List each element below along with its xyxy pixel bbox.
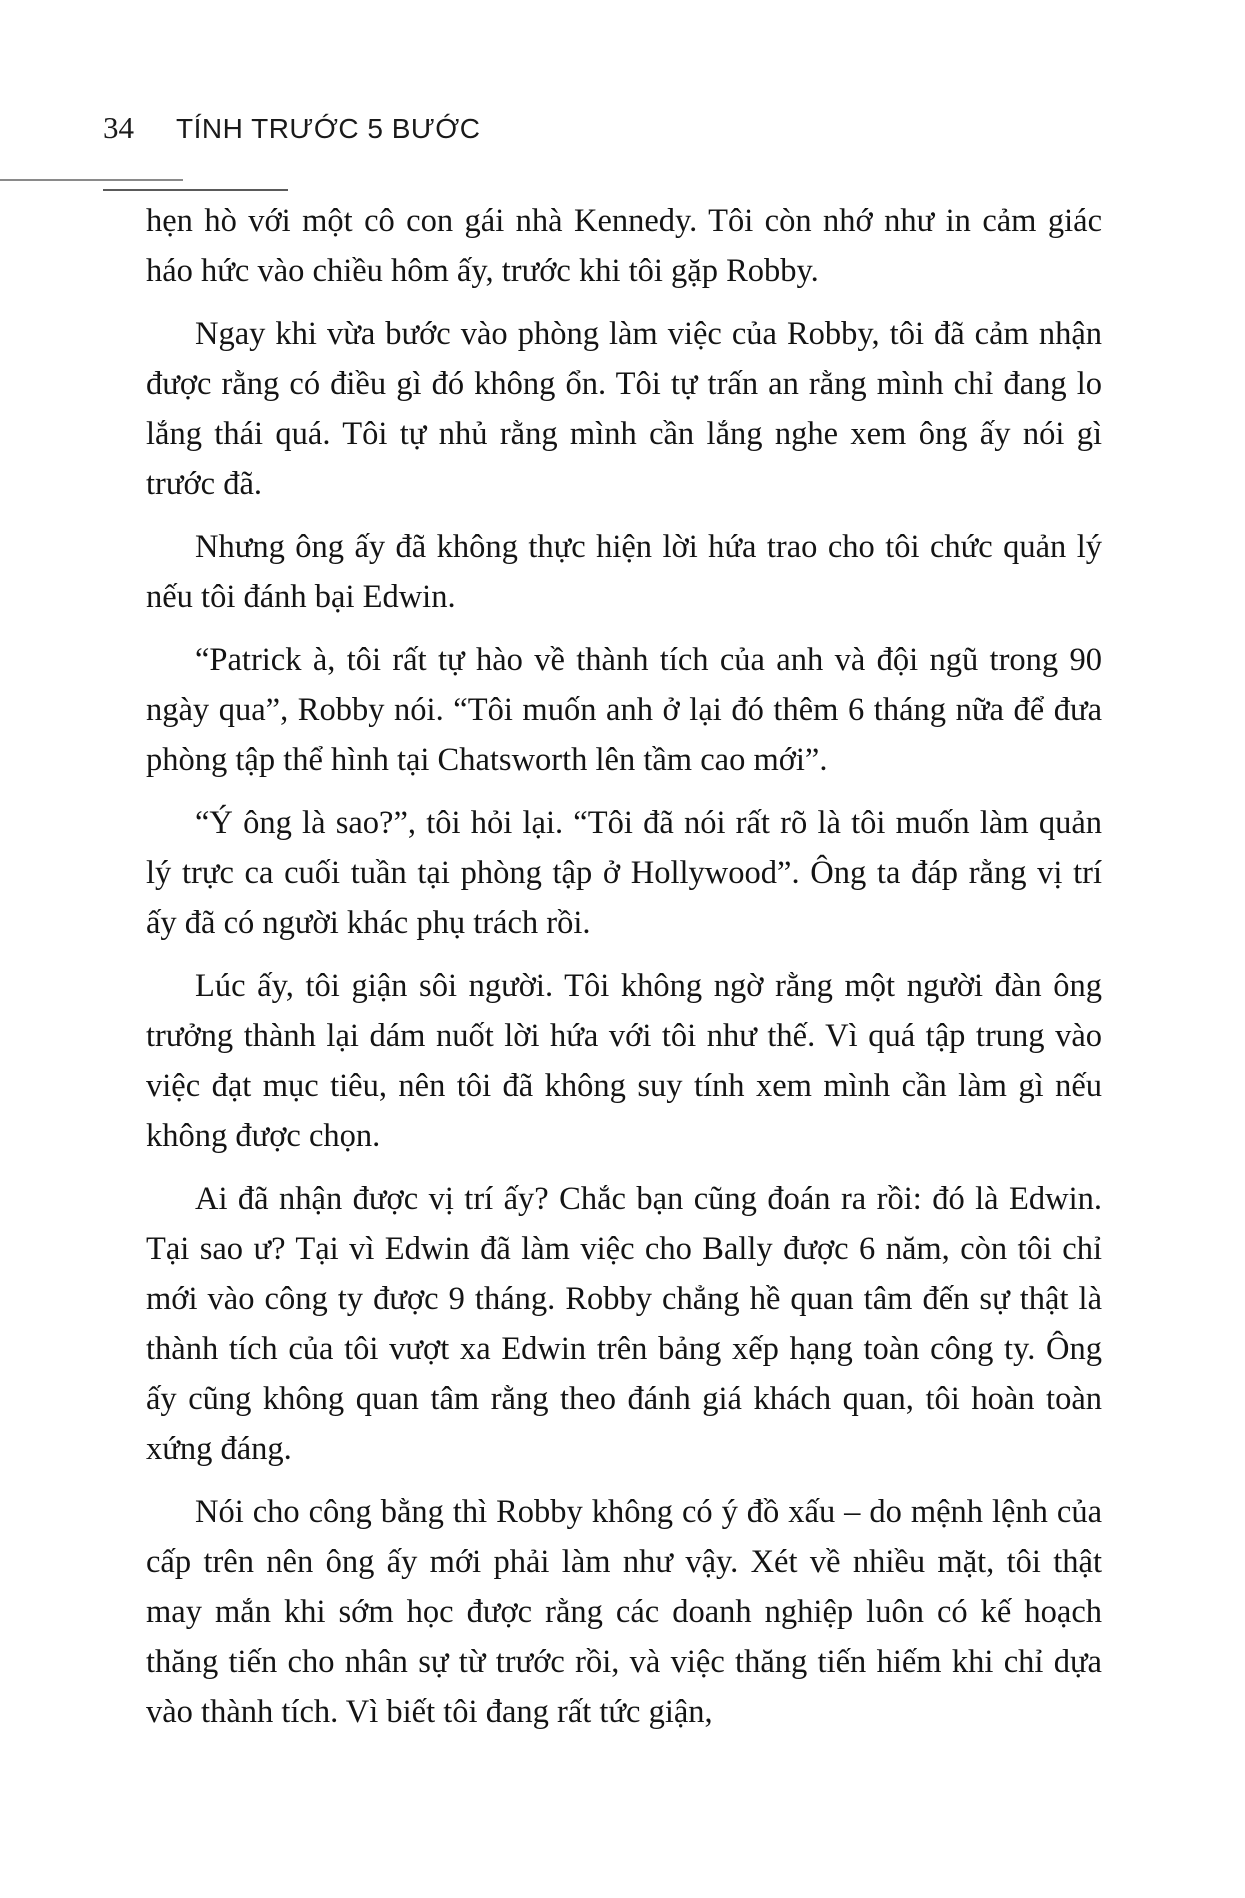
paragraph: Ngay khi vừa bước vào phòng làm việc của Robby, tôi đã cảm nhận được rằng có điều gì đó không ổn. Tôi tự trấn an rằng mình chỉ đang lo lắng thái quá. Tôi tự nhủ rằng mình cần lắng nghe xem ông ấy nói gì trước đã. <box>146 316 1102 502</box>
page-header <box>103 110 481 146</box>
page-number: 34 <box>103 110 134 145</box>
paragraph: “Ý ông là sao?”, tôi hỏi lại. “Tôi đã nói rất rõ là tôi muốn làm quản lý trực ca cuối tuần tại phòng tập ở Hollywood”. Ông ta đáp rằng vị trí ấy đã có người khác phụ trách rồi. <box>146 805 1102 941</box>
paragraph: hẹn hò với một cô con gái nhà Kennedy. Tôi còn nhớ như in cảm giác háo hức vào chiều hôm ấy, trước khi tôi gặp Robby. <box>146 203 1102 289</box>
running-head-title: TÍNH TRƯỚC 5 BƯỚC <box>176 113 481 144</box>
paragraph: Nói cho công bằng thì Robby không có ý đồ xấu – do mệnh lệnh của cấp trên nên ông ấy mới phải làm như vậy. Xét về nhiều mặt, tôi thật may mắn khi sớm học được rằng các doanh nghiệp luôn có kế hoạch thăng tiến cho nhân sự từ trước rồi, và việc thăng tiến hiếm khi chỉ dựa vào thành tích. Vì biết tôi đang rất tức giận, <box>146 1494 1102 1730</box>
body-text <box>146 196 1102 1737</box>
paragraph: Lúc ấy, tôi giận sôi người. Tôi không ngờ rằng một người đàn ông trưởng thành lại dám nuốt lời hứa với tôi như thế. Vì quá tập trung vào việc đạt mục tiêu, nên tôi đã không suy tính xem mình cần làm gì nếu không được chọn. <box>146 968 1102 1154</box>
paragraph: Ai đã nhận được vị trí ấy? Chắc bạn cũng đoán ra rồi: đó là Edwin. Tại sao ư? Tại vì Edwin đã làm việc cho Bally được 6 năm, còn tôi chỉ mới vào công ty được 9 tháng. Robby chẳng hề quan tâm đến sự thật là thành tích của tôi vượt xa Edwin trên bảng xếp hạng toàn công ty. Ông ấy cũng không quan tâm rằng theo đánh giá khách quan, tôi hoàn toàn xứng đáng. <box>146 1181 1102 1467</box>
header-rule-under-page-number <box>103 189 288 191</box>
paragraph: “Patrick à, tôi rất tự hào về thành tích của anh và đội ngũ trong 90 ngày qua”, Robby nói. “Tôi muốn anh ở lại đó thêm 6 tháng nữa để đưa phòng tập thể hình tại Chatsworth lên tầm cao mới”. <box>146 642 1102 778</box>
header-rule-left-edge <box>0 179 183 181</box>
paragraph: Nhưng ông ấy đã không thực hiện lời hứa trao cho tôi chức quản lý nếu tôi đánh bại Edwin. <box>146 529 1102 615</box>
